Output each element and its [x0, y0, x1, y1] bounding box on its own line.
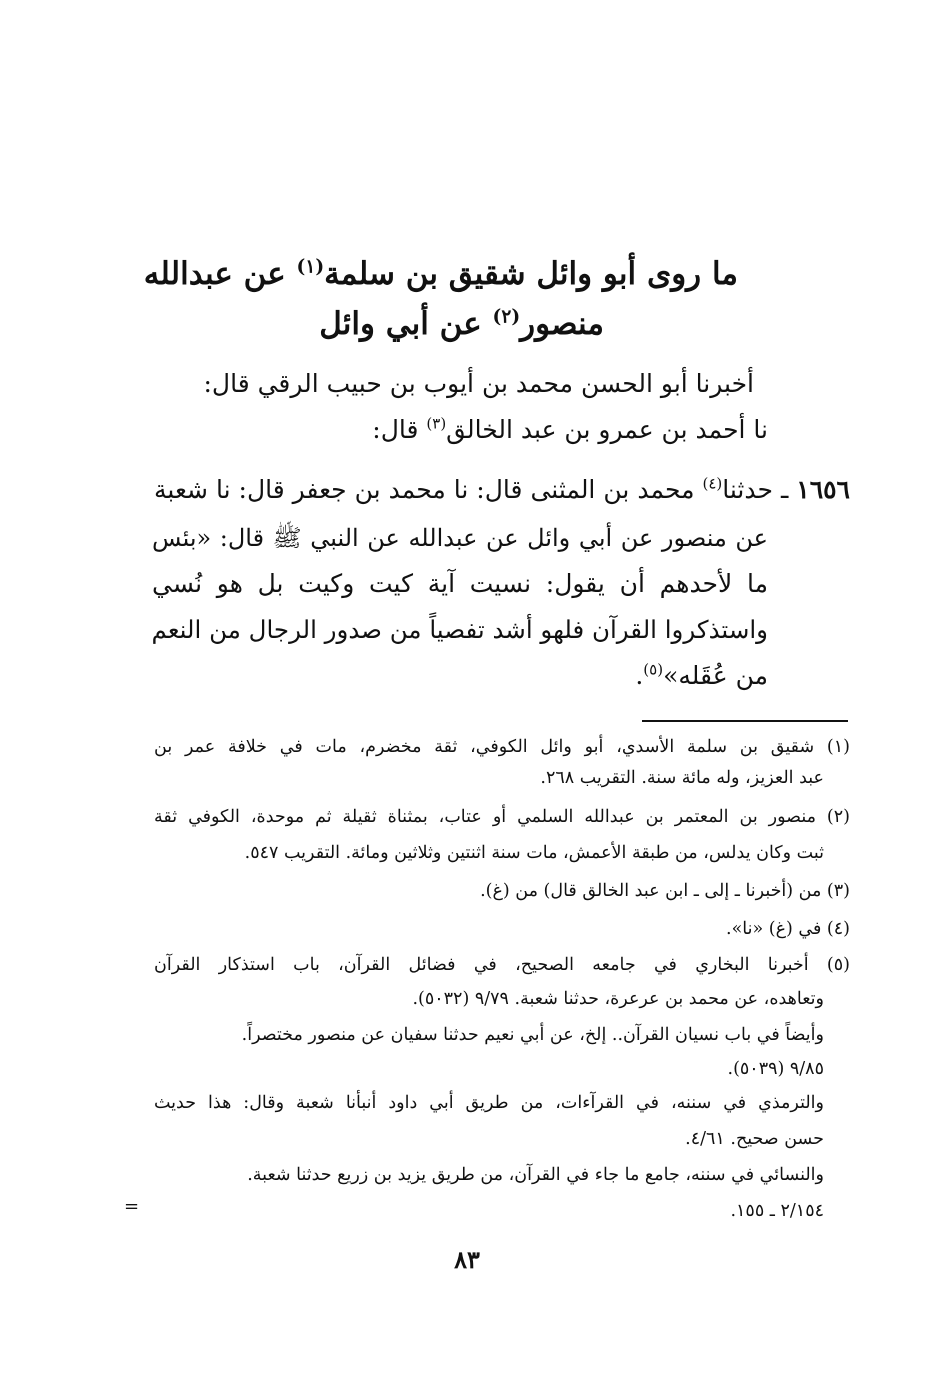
footnote-2-line-2: ثبت وكان يدلس، من طبقة الأعمش، مات سنة اثنتين وثلاثين ومائة. التقريب ٥٤٧. — [244, 843, 824, 863]
isnad-line-1: أخبرنا أبو الحسن محمد بن أيوب بن حبيب الرقي قال: — [203, 369, 754, 398]
footnote-5-line-5: والترمذي في سننه، في القرآءات، من طريق أبي داود أنبأنا شعبة وقال: هذا حديث — [154, 1093, 824, 1113]
footnote-5-line-3: وأيضاً في باب نسيان القرآن.. إلخ، عن أبي نعيم حدثنا سفيان عن منصور مختصراً. — [241, 1025, 824, 1045]
hadith-text: من عُقَله» — [663, 661, 768, 690]
hadith-line-1 — [154, 470, 850, 510]
hadith-line-3: ما لأحدهم أن يقول: نسيت آية كيت وكيت بل هو نُسي — [152, 569, 768, 598]
footnote-1-line-1: (١) شقيق بن سلمة الأسدي، أبو وائل الكوفي، ثقة مخضرم، مات في خلافة عمر بن — [154, 737, 850, 757]
footnote-3: (٣) من (أخبرنا ـ إلى ـ ابن عبد الخالق قال) من (غ). — [480, 881, 850, 901]
chapter-title-line-2 — [319, 302, 604, 346]
footnote-5-line-4: ٩/٨٥ (٥٠٣٩). — [727, 1059, 824, 1079]
isnad-line-2 — [372, 410, 768, 450]
hadith-line-4: واستذكروا القرآن فلهو أشد تفصياً من صدور الرجال من النعم — [151, 615, 768, 644]
footnote-2-line-1: (٢) منصور بن المعتمر بن عبدالله السلمي أو عتاب، بمثناة ثقيلة ثم موحدة، الكوفي ثقة — [154, 807, 850, 827]
hadith-number: ١٦٥٦ — [796, 475, 850, 504]
title-text: عن أبي وائل — [319, 306, 493, 342]
hadith-line-2: عن منصور عن أبي وائل عن عبدالله عن النبي ﷺ قال: «بئس — [152, 524, 768, 552]
footnote-separator — [642, 720, 848, 722]
footnote-5-line-7: والنسائي في سننه، جامع ما جاء في القرآن، من طريق يزيد بن زريع حدثنا شعبة. — [247, 1165, 824, 1185]
footnote-5-line-1: (٥) أخبرنا البخاري في جامعه الصحيح، في فضائل القرآن، باب استذكار القرآن — [154, 955, 850, 975]
isnad-text: قال: — [372, 415, 427, 444]
footnote-ref: (١) — [296, 256, 325, 278]
footnote-5-line-2: وتعاهده، عن محمد بن عرعرة، حدثنا شعبة. ٩/٧٩ (٥٠٣٢). — [412, 989, 824, 1009]
footnote-5-line-8: ٢/١٥٤ ـ ١٥٥. — [730, 1201, 824, 1221]
title-text: منصور — [520, 306, 604, 342]
isnad-text: نا أحمد بن عمرو بن عبد الخالق — [446, 415, 768, 444]
page-number: ٨٣ — [454, 1245, 480, 1274]
footnote-ref: (٣) — [426, 414, 447, 433]
continuation-mark: = — [124, 1196, 140, 1217]
title-text: ما روى أبو وائل شقيق بن سلمة — [324, 256, 738, 292]
footnote-ref: (٢) — [492, 306, 521, 328]
footnote-ref: (٥) — [643, 660, 664, 679]
hadith-text: . — [635, 661, 644, 690]
hadith-line-5 — [635, 656, 768, 696]
footnote-1-line-2: عبد العزيز، وله مائة سنة. التقريب ٢٦٨. — [540, 768, 824, 788]
footnote-ref: (٤) — [702, 474, 723, 493]
footnote-5-line-6: حسن صحيح. ٤/٦١. — [685, 1129, 824, 1149]
title-text: عن عبدالله — [143, 256, 297, 292]
hadith-text: ـ حدثنا — [722, 475, 797, 504]
chapter-title-line-1 — [144, 252, 738, 296]
footnote-4: (٤) في (غ) «نا». — [726, 919, 850, 939]
hadith-text: محمد بن المثنى قال: نا محمد بن جعفر قال: نا شعبة — [154, 475, 703, 504]
